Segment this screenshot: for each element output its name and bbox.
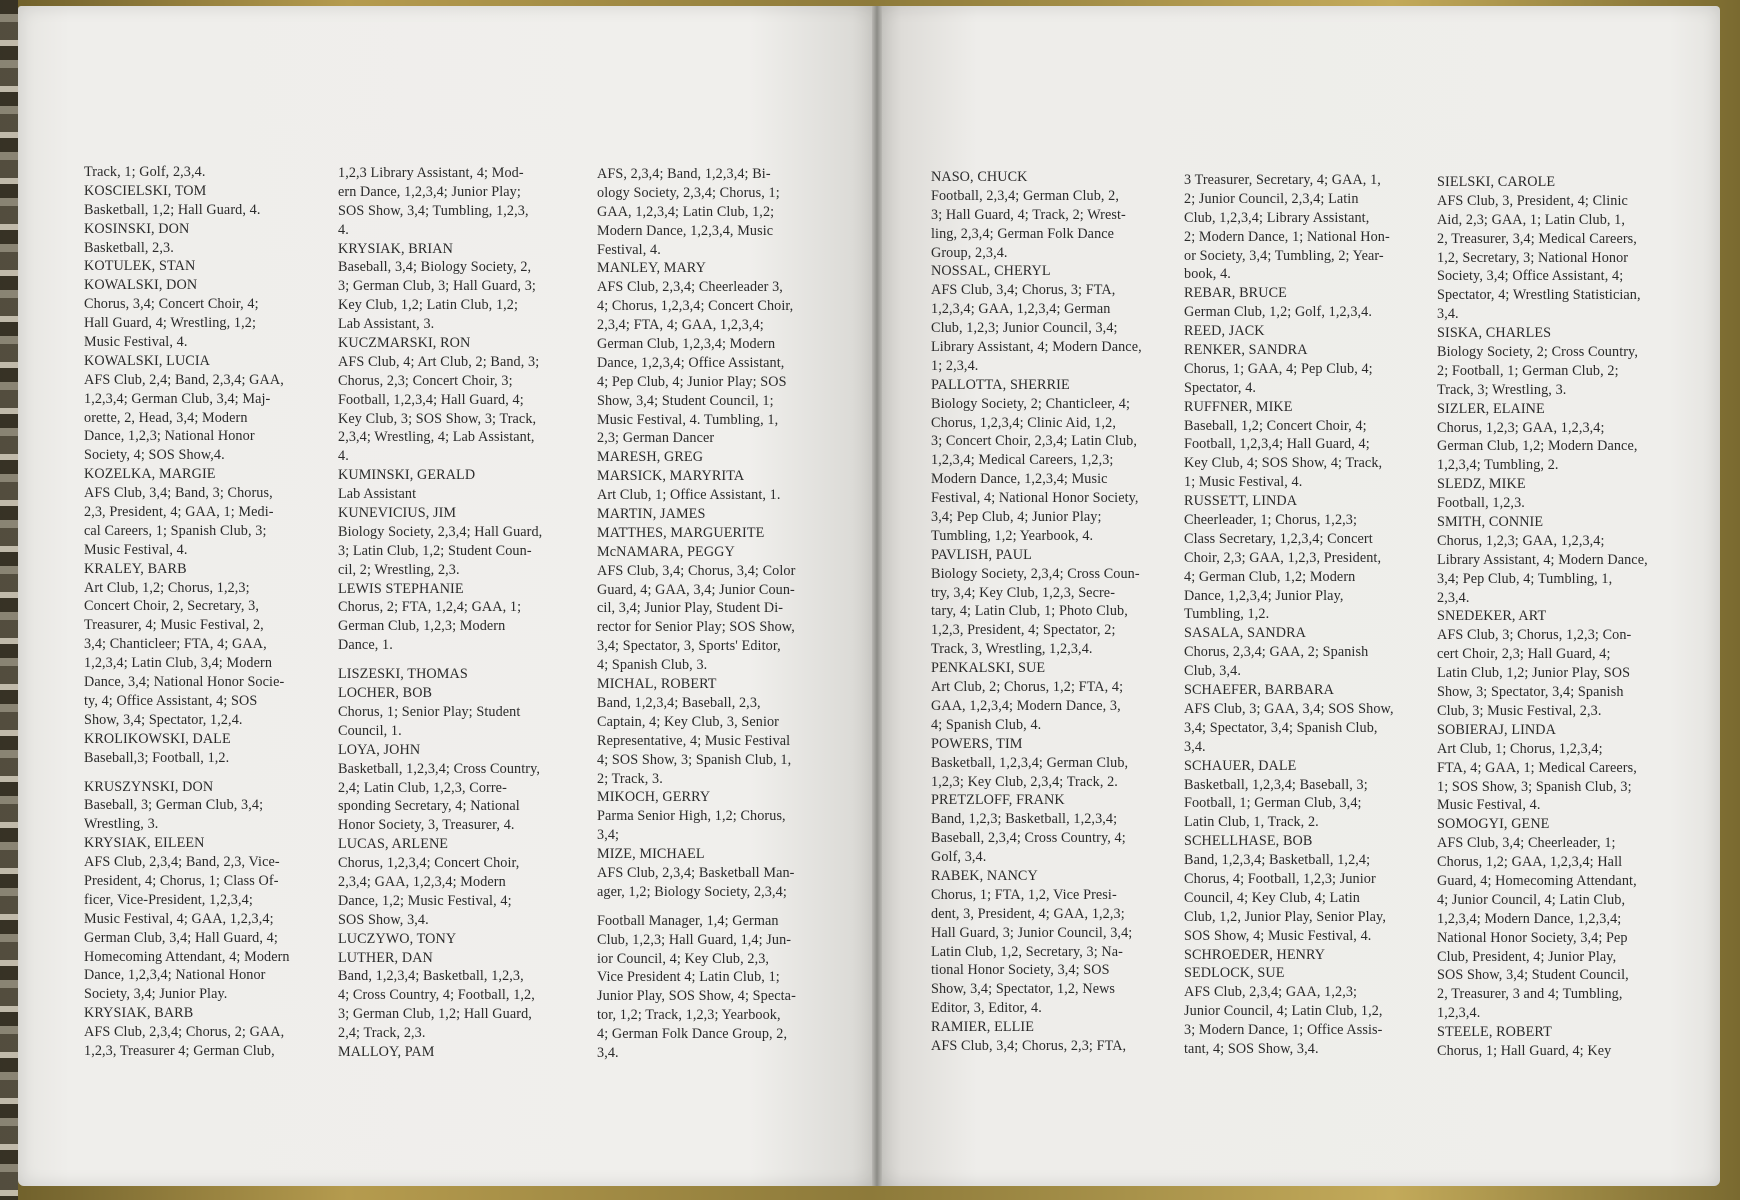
activity-line: Dance, 1,2,3,4; National Honor [84, 967, 266, 984]
paragraph-gap [84, 768, 290, 778]
activity-line: Chorus, 1; Hall Guard, 4; Key [1437, 1042, 1612, 1059]
student-name: KOZELKA, MARGIE [84, 466, 216, 483]
activity-line: AFS Club, 2,3,4; GAA, 1,2,3; [1184, 984, 1358, 1001]
paragraph-gap [597, 902, 796, 912]
activity-line: German Club, 1,2,3; Modern [338, 618, 506, 635]
activity-line: Club, 1,2, Junior Play, Senior Play, [1184, 908, 1386, 925]
student-name: SISKA, CHARLES [1437, 325, 1552, 342]
activity-line: Music Festival, 4. [84, 541, 188, 558]
activity-line: sponding Secretary, 4; National [338, 798, 520, 815]
activity-line: Art Club, 1,2; Chorus, 1,2,3; [84, 579, 250, 596]
activity-line: Club, 1,2,3; Hall Guard, 1,4; Jun- [597, 931, 792, 948]
activity-line: Key Club, 1,2; Latin Club, 1,2; [338, 297, 519, 314]
student-name: RENKER, SANDRA [1184, 342, 1308, 359]
student-name: PENKALSKI, SUE [931, 660, 1046, 677]
activity-line: Aid, 2,3; GAA, 1; Latin Club, 1, [1437, 211, 1626, 228]
activity-line: 4; Pep Club, 4; Junior Play; SOS [597, 373, 787, 390]
activity-line: Track, 3; Wrestling, 3. [1437, 381, 1567, 398]
activity-line: rector for Senior Play; SOS Show, [597, 619, 795, 636]
student-name: MANLEY, MARY [597, 260, 706, 277]
activity-line: 2,4; Latin Club, 1,2,3, Corre- [338, 779, 507, 796]
activity-line: Chorus, 2,3,4; GAA, 2; Spanish [1184, 644, 1369, 661]
student-name: SEDLOCK, SUE [1184, 965, 1285, 982]
activity-line: Club, President, 4; Junior Play, [1437, 948, 1617, 965]
activity-line: Homecoming Attendant, 4; Modern [84, 948, 290, 965]
activity-line: Basketball, 2,3. [84, 239, 174, 256]
activity-line: Club, 3,4. [1184, 663, 1241, 680]
activity-line: 2,3,4; Wrestling, 4; Lab Assistant, [338, 429, 535, 446]
activity-line: 1,2, Secretary, 3; National Honor [1437, 249, 1629, 266]
book-gutter [872, 6, 882, 1186]
text-column-3 [597, 165, 796, 1063]
activity-line: Hall Guard, 3; Junior Council, 3,4; [931, 924, 1133, 941]
activity-line: AFS, 2,3,4; Band, 1,2,3,4; Bi- [597, 166, 771, 182]
activity-line: Basketball, 1,2,3,4; Cross Country, [338, 760, 540, 777]
activity-line: Club, 1,2,3,4; Library Assistant, [1184, 209, 1370, 226]
activity-line: Hall Guard, 4; Wrestling, 1,2; [84, 315, 256, 332]
text-column-1 [84, 163, 290, 1061]
student-name: LUCZYWO, TONY [338, 930, 457, 947]
activity-line: 3; German Club, 3; Hall Guard, 3; [338, 278, 536, 295]
activity-line: Representative, 4; Music Festival [597, 732, 791, 749]
activity-line: FTA, 4; GAA, 1; Medical Careers, [1437, 759, 1637, 776]
student-name: MARSICK, MARYRITA [597, 468, 745, 485]
activity-line: 2; Modern Dance, 1; National Hon- [1184, 228, 1390, 245]
activity-line: Show, 3,4; Spectator, 1,2,4. [84, 711, 243, 728]
activity-line: Chorus, 1; FTA, 1,2, Vice Presi- [931, 886, 1117, 903]
activity-line: Guard, 4; Homecoming Attendant, [1437, 872, 1637, 889]
activity-line: Dance, 1,2,3,4; Junior Play, [1184, 587, 1344, 604]
activity-line: 1,2,3, President, 4; Spectator, 2; [931, 622, 1116, 639]
activity-line: Basketball, 1,2,3,4; Baseball, 3; [1184, 776, 1368, 793]
activity-line: Cheerleader, 1; Chorus, 1,2,3; [1184, 512, 1358, 529]
activity-line: Guard, 4; GAA, 3,4; Junior Coun- [597, 581, 795, 598]
activity-line: AFS Club, 2,3,4; Basketball Man- [597, 864, 795, 881]
activity-line: AFS Club, 2,3,4; Chorus, 2; GAA, [84, 1024, 285, 1041]
student-name: KOWALSKI, DON [84, 277, 198, 294]
activity-line: Show, 3,4; Spectator, 1,2, News [931, 981, 1116, 998]
activity-line: Treasurer, 4; Music Festival, 2, [84, 617, 264, 634]
activity-line: Band, 1,2,3; Basketball, 1,2,3,4; [931, 811, 1118, 828]
activity-line: AFS Club, 4; Art Club, 2; Band, 3; [338, 353, 540, 370]
activity-line: 3,4. [1184, 738, 1206, 755]
activity-line: orette, 2, Head, 3,4; Modern [84, 409, 248, 426]
activity-line: 4; German Club, 1,2; Modern [1184, 568, 1356, 585]
text-column-5 [1184, 171, 1394, 1059]
activity-line: 3,4; Pep Club, 4; Junior Play; [931, 509, 1102, 526]
activity-line: Show, 3,4; Student Council, 1; [597, 392, 774, 409]
activity-line: Biology Society, 2; Chanticleer, 4; [931, 395, 1131, 412]
student-name: KOSCIELSKI, TOM [84, 182, 207, 199]
activity-line: ling, 2,3,4; German Folk Dance [931, 225, 1115, 242]
activity-line: Art Club, 1; Office Assistant, 1. [597, 487, 781, 504]
activity-line: Key Club, 3; SOS Show, 3; Track, [338, 410, 537, 427]
student-name: PAVLISH, PAUL [931, 546, 1032, 563]
paragraph-gap [338, 655, 542, 665]
student-name: KUNEVICIUS, JIM [338, 505, 457, 522]
student-name: REED, JACK [1184, 323, 1265, 340]
activity-line: 3,4; Pep Club, 4; Tumbling, 1, [1437, 570, 1613, 587]
activity-line: Festival, 4. [597, 241, 661, 258]
activity-line: AFS Club, 3,4; Cheerleader, 1; [1437, 835, 1616, 852]
activity-line: 1,2,3,4. [1437, 1005, 1481, 1022]
activity-line: Latin Club, 1, Track, 2. [1184, 814, 1319, 831]
activity-line: Captain, 4; Key Club, 3, Senior [597, 713, 780, 730]
activity-line: book, 4. [1184, 266, 1231, 283]
activity-line: AFS Club, 2,3,4; Cheerleader 3, [597, 279, 783, 296]
activity-line: Music Festival, 4; GAA, 1,2,3,4; [84, 910, 274, 927]
activity-line: Chorus, 1,2,3; GAA, 1,2,3,4; [1437, 532, 1605, 549]
activity-line: 2,3, President, 4; GAA, 1; Medi- [84, 504, 274, 521]
activity-line: 4. [338, 221, 349, 238]
activity-line: 3,4; Chanticleer; FTA, 4; GAA, [84, 636, 267, 653]
student-name: MARTIN, JAMES [597, 506, 706, 523]
student-name: POWERS, TIM [931, 735, 1023, 752]
student-name: STEELE, ROBERT [1437, 1024, 1552, 1041]
activity-line: 1,2,3,4; Medical Careers, 1,2,3; [931, 452, 1114, 469]
activity-line: Wrestling, 3. [84, 816, 159, 833]
activity-line: Art Club, 2; Chorus, 1,2; FTA, 4; [931, 679, 1124, 696]
activity-line: 2, Treasurer, 3 and 4; Tumbling, [1437, 986, 1623, 1003]
activity-line: 4; Chorus, 1,2,3,4; Concert Choir, [597, 298, 794, 315]
activity-line: Choir, 2,3; GAA, 1,2,3, President, [1184, 549, 1382, 566]
activity-line: Biology Society, 2,3,4; Hall Guard, [338, 523, 543, 540]
activity-line: Chorus, 1,2,3,4; Clinic Aid, 1,2, [931, 414, 1116, 431]
activity-line: Football, 1,2,3,4; Hall Guard, 4; [1184, 436, 1370, 453]
activity-line: 2; Track, 3. [597, 770, 663, 787]
student-name: REBAR, BRUCE [1184, 285, 1287, 302]
activity-line: Society, 4; SOS Show,4. [84, 447, 225, 464]
activity-line: Basketball, 1,2; Hall Guard, 4. [84, 201, 261, 218]
activity-line: ology Society, 2,3,4; Chorus, 1; [597, 184, 780, 201]
text-column-6 [1437, 173, 1648, 1061]
activity-line: Football, 1,2,3. [1437, 495, 1525, 512]
activity-line: Spectator, 4. [1184, 379, 1257, 396]
activity-line: 3,4; [597, 827, 620, 844]
activity-line: Chorus, 3,4; Concert Choir, 4; [84, 296, 259, 313]
student-name: SLEDZ, MIKE [1437, 476, 1526, 493]
activity-line: Vice President 4; Latin Club, 1; [597, 969, 780, 986]
activity-line: AFS Club, 3; Chorus, 1,2,3; Con- [1437, 627, 1632, 644]
student-name: KRYSIAK, EILEEN [84, 835, 205, 852]
student-name: NOSSAL, CHERYL [931, 263, 1051, 280]
activity-line: 1,2,3,4; Modern Dance, 1,2,3,4; [1437, 910, 1622, 927]
activity-line: 2,4; Track, 2,3. [338, 1025, 426, 1042]
activity-line: SOS Show, 3,4; Tumbling, 1,2,3, [338, 202, 529, 219]
activity-line: or Society, 3,4; Tumbling, 2; Year- [1184, 247, 1384, 264]
student-name: LOCHER, BOB [338, 685, 433, 702]
activity-line: 2; Football, 1; German Club, 2; [1437, 362, 1619, 379]
activity-line: Baseball, 3,4; Biology Society, 2, [338, 259, 532, 276]
activity-line: Latin Club, 1,2, Secretary, 3; Na- [931, 943, 1123, 960]
activity-line: Society, 3,4; Junior Play. [84, 986, 228, 1003]
student-name: SNEDEKER, ART [1437, 608, 1547, 625]
activity-line: Baseball, 2,3,4; Cross Country, 4; [931, 830, 1126, 847]
activity-line: cal Careers, 1; Spanish Club, 3; [84, 522, 267, 539]
activity-line: 4; Cross Country, 4; Football, 1,2, [338, 987, 535, 1004]
activity-line: Club, 1,2,3; Junior Council, 3,4; [931, 320, 1118, 337]
activity-line: 3,4. [597, 1044, 619, 1061]
activity-line: Show, 3; Spectator, 3,4; Spanish [1437, 684, 1624, 701]
activity-line: Biology Society, 2,3,4; Cross Coun- [931, 565, 1140, 582]
student-name: KUCZMARSKI, RON [338, 335, 471, 352]
student-name: KOWALSKI, LUCIA [84, 352, 211, 369]
activity-line: Festival, 4; National Honor Society, [931, 490, 1139, 507]
activity-line: Library Assistant, 4; Modern Dance, [1437, 551, 1648, 568]
activity-line: Golf, 3,4. [931, 849, 987, 866]
student-name: McNAMARA, PEGGY [597, 543, 735, 560]
activity-line: Spectator, 4; Wrestling Statistician, [1437, 287, 1641, 304]
student-name: MIZE, MICHAEL [597, 846, 705, 863]
activity-line: tional Honor Society, 3,4; SOS [931, 962, 1110, 979]
activity-line: German Club, 3,4; Hall Guard, 4; [84, 929, 278, 946]
activity-line: Tumbling, 1,2. [1184, 606, 1270, 623]
activity-line: Honor Society, 3, Treasurer, 4. [338, 817, 515, 834]
student-name: SOBIERAJ, LINDA [1437, 721, 1556, 738]
student-name: MALLOY, PAM [338, 1043, 435, 1060]
activity-line: Council, 4; Key Club, 4; Latin [1184, 889, 1360, 906]
student-name: RUSSETT, LINDA [1184, 493, 1298, 510]
activity-line: AFS Club, 3; GAA, 3,4; SOS Show, [1184, 700, 1394, 717]
activity-line: ficer, Vice-President, 1,2,3,4; [84, 891, 253, 908]
activity-line: Baseball, 3; German Club, 3,4; [84, 797, 264, 814]
activity-line: 4. [338, 448, 349, 465]
student-name: SCHAEFER, BARBARA [1184, 682, 1334, 699]
student-name: SCHROEDER, HENRY [1184, 946, 1326, 963]
activity-line: tant, 4; SOS Show, 3,4. [1184, 1040, 1319, 1057]
student-name: KRALEY, BARB [84, 560, 187, 577]
activity-line: AFS Club, 3, President, 4; Clinic [1437, 192, 1628, 209]
activity-line: GAA, 1,2,3,4; Modern Dance, 3, [931, 697, 1121, 714]
student-name: SMITH, CONNIE [1437, 514, 1544, 531]
activity-line: 4; SOS Show, 3; Spanish Club, 1, [597, 751, 792, 768]
activity-line: AFS Club, 3,4; Chorus, 2,3; FTA, [931, 1037, 1127, 1054]
activity-line: Track, 1; Golf, 2,3,4. [84, 164, 206, 180]
activity-line: German Club, 1,2,3,4; Modern [597, 336, 776, 353]
activity-line: GAA, 1,2,3,4; Latin Club, 1,2; [597, 203, 775, 220]
student-name: SOMOGYI, GENE [1437, 816, 1550, 833]
activity-line: dent, 3, President, 4; GAA, 1,2,3; [931, 905, 1125, 922]
student-name: RAMIER, ELLIE [931, 1019, 1034, 1036]
activity-line: 3; Hall Guard, 4; Track, 2; Wrest- [931, 206, 1126, 223]
activity-line: AFS Club, 2,4; Band, 2,3,4; GAA, [84, 371, 284, 388]
activity-line: 3; Concert Choir, 2,3,4; Latin Club, [931, 433, 1137, 450]
activity-line: 1,2,3,4; German Club, 3,4; Maj- [84, 390, 271, 407]
activity-line: German Club, 1,2; Golf, 1,2,3,4. [1184, 304, 1373, 321]
activity-line: 2, Treasurer, 3,4; Medical Careers, [1437, 230, 1637, 247]
activity-line: AFS Club, 3,4; Chorus, 3,4; Color [597, 562, 796, 579]
activity-line: Class Secretary, 1,2,3,4; Concert [1184, 530, 1373, 547]
activity-line: National Honor Society, 3,4; Pep [1437, 929, 1628, 946]
activity-line: Key Club, 4; SOS Show, 4; Track, [1184, 455, 1383, 472]
activity-line: Modern Dance, 1,2,3,4, Music [597, 222, 774, 239]
student-name: MARESH, GREG [597, 449, 704, 466]
page-edge-strip [0, 0, 18, 1200]
activity-line: AFS Club, 3,4; Chorus, 3; FTA, [931, 282, 1116, 299]
activity-line: AFS Club, 2,3,4; Band, 2,3, Vice- [84, 854, 280, 871]
student-name: KUMINSKI, GERALD [338, 467, 476, 484]
student-name: KRUSZYNSKI, DON [84, 778, 214, 795]
activity-line: Club, 3; Music Festival, 2,3. [1437, 702, 1602, 719]
activity-line: 2,3; German Dancer [597, 430, 715, 447]
activity-line: Parma Senior High, 1,2; Chorus, [597, 808, 786, 825]
activity-line: Junior Council, 4; Latin Club, 1,2, [1184, 1003, 1383, 1020]
activity-line: Football Manager, 1,4; German [597, 912, 779, 929]
student-name: SCHAUER, DALE [1184, 757, 1297, 774]
activity-line: SOS Show, 3,4. [338, 911, 429, 928]
activity-line: Band, 1,2,3,4; Basketball, 1,2,4; [1184, 852, 1371, 869]
activity-line: Baseball,3; Football, 1,2. [84, 749, 230, 766]
activity-line: cil, 2; Wrestling, 2,3. [338, 561, 460, 578]
activity-line: German Club, 1,2; Modern Dance, [1437, 438, 1638, 455]
activity-line: Lab Assistant, 3. [338, 316, 435, 333]
activity-line: Band, 1,2,3,4; Baseball, 2,3, [597, 694, 761, 711]
activity-line: 4; German Folk Dance Group, 2, [597, 1026, 788, 1043]
activity-line: Society, 3,4; Office Assistant, 4; [1437, 268, 1624, 285]
activity-line: Chorus, 1,2; GAA, 1,2,3,4; Hall [1437, 854, 1623, 871]
student-name: LUCAS, ARLENE [338, 836, 449, 853]
activity-line: 1,2,3 Library Assistant, 4; Mod- [338, 165, 524, 181]
activity-line: Tumbling, 1,2; Yearbook, 4. [931, 527, 1094, 544]
student-name: KOTULEK, STAN [84, 258, 196, 275]
activity-line: Music Festival, 4. [84, 334, 188, 351]
activity-line: Dance, 1,2; Music Festival, 4; [338, 892, 512, 909]
activity-line: Track, 3, Wrestling, 1,2,3,4. [931, 641, 1093, 658]
student-name: LOYA, JOHN [338, 741, 421, 758]
activity-line: ior Council, 4; Key Club, 2,3, [597, 950, 770, 967]
activity-line: 2,3,4; FTA, 4; GAA, 1,2,3,4; [597, 317, 764, 334]
activity-line: Chorus, 4; Football, 1,2,3; Junior [1184, 870, 1376, 887]
activity-line: tary, 4; Latin Club, 1; Photo Club, [931, 603, 1128, 620]
activity-line: Dance, 1,2,3; National Honor [84, 428, 255, 445]
activity-line: Basketball, 1,2,3,4; German Club, [931, 754, 1129, 771]
activity-line: 3; German Club, 1,2; Hall Guard, [338, 1006, 532, 1023]
student-name: PRETZLOFF, FRANK [931, 792, 1065, 809]
activity-line: 4; Spanish Club, 4. [931, 716, 1042, 733]
student-name: LISZESKI, THOMAS [338, 666, 468, 683]
activity-line: 1,2,3,4; Latin Club, 3,4; Modern [84, 655, 273, 672]
activity-line: 1; SOS Show, 3; Spanish Club, 3; [1437, 778, 1632, 795]
student-name: SASALA, SANDRA [1184, 625, 1307, 642]
activity-line: 2; Junior Council, 2,3,4; Latin [1184, 190, 1359, 207]
activity-line: 2,3,4. [1437, 589, 1470, 606]
student-name: NASO, CHUCK [931, 169, 1028, 185]
student-name: KOSINSKI, DON [84, 220, 190, 237]
activity-line: Library Assistant, 4; Modern Dance, [931, 339, 1142, 356]
student-name: KRYSIAK, BARB [84, 1005, 194, 1022]
student-name: LUTHER, DAN [338, 949, 433, 966]
student-name: SCHELLHASE, BOB [1184, 833, 1313, 850]
activity-line: Football, 1,2,3,4; Hall Guard, 4; [338, 391, 524, 408]
student-name: SIZLER, ELAINE [1437, 400, 1545, 417]
activity-line: 2,3,4; GAA, 1,2,3,4; Modern [338, 873, 506, 890]
text-column-4 [931, 168, 1142, 1056]
activity-line: Dance, 1. [338, 637, 393, 654]
activity-line: LEWIS STEPHANIE [338, 580, 464, 597]
activity-line: ty, 4; Office Assistant, 4; SOS [84, 692, 258, 709]
activity-line: Chorus, 1,2,3,4; Concert Choir, [338, 855, 520, 872]
activity-line: SOS Show, 4; Music Festival, 4. [1184, 927, 1372, 944]
activity-line: Music Festival, 4. Tumbling, 1, [597, 411, 779, 428]
activity-line: 3,4; Spectator, 3,4; Spanish Club, [1184, 719, 1378, 736]
activity-line: Football, 2,3,4; German Club, 2, [931, 187, 1120, 204]
activity-line: try, 3,4; Key Club, 1,2,3, Secre- [931, 584, 1116, 601]
student-name: MICHAL, ROBERT [597, 676, 717, 693]
activity-line: ager, 1,2; Biology Society, 2,3,4; [597, 883, 787, 900]
activity-line: Chorus, 2,3; Concert Choir, 3; [338, 372, 513, 389]
activity-line: Biology Society, 2; Cross Country, [1437, 344, 1638, 361]
activity-line: 1,2,3,4; Tumbling, 2. [1437, 457, 1559, 474]
activity-line: Chorus, 1,2,3; GAA, 1,2,3,4; [1437, 419, 1605, 436]
activity-line: 4; Spanish Club, 3. [597, 657, 708, 674]
activity-line: Dance, 3,4; National Honor Socie- [84, 674, 285, 691]
activity-line: Music Festival, 4. [1437, 797, 1541, 814]
activity-line: AFS Club, 3,4; Band, 3; Chorus, [84, 485, 273, 502]
activity-line: Baseball, 1,2; Concert Choir, 4; [1184, 417, 1367, 434]
activity-line: Art Club, 1; Chorus, 1,2,3,4; [1437, 740, 1603, 757]
activity-line: Lab Assistant [338, 486, 417, 503]
student-name: RABEK, NANCY [931, 867, 1038, 884]
activity-line: Chorus, 1; Senior Play; Student [338, 703, 521, 720]
activity-line: 1; 2,3,4. [931, 357, 979, 374]
student-name: KRYSIAK, BRIAN [338, 240, 453, 257]
activity-line: Latin Club, 1,2; Junior Play, SOS [1437, 665, 1631, 682]
activity-line: 1,2,3, Treasurer 4; German Club, [84, 1042, 275, 1059]
activity-line: 3,4. [1437, 306, 1459, 323]
activity-line: 1,2,3,4; GAA, 1,2,3,4; German [931, 301, 1111, 318]
activity-line: Football, 1; German Club, 3,4; [1184, 795, 1362, 812]
activity-line: cil, 3,4; Junior Play, Student Di- [597, 600, 784, 617]
student-name: KROLIKOWSKI, DALE [84, 730, 231, 747]
activity-line: 3,4; Spectator, 3, Sports' Editor, [597, 638, 781, 655]
activity-line: tor, 1,2; Track, 1,2,3; Yearbook, [597, 1007, 781, 1024]
student-name: PALLOTTA, SHERRIE [931, 376, 1070, 393]
activity-line: 3; Modern Dance, 1; Office Assis- [1184, 1022, 1383, 1039]
activity-line: Council, 1. [338, 722, 402, 739]
activity-line: Chorus, 2; FTA, 1,2,4; GAA, 1; [338, 599, 522, 616]
student-name: SIELSKI, CAROLE [1437, 174, 1556, 190]
activity-line: Chorus, 1; GAA, 4; Pep Club, 4; [1184, 360, 1373, 377]
activity-line: President, 4; Chorus, 1; Class Of- [84, 872, 279, 889]
activity-line: Editor, 3, Editor, 4. [931, 1000, 1042, 1017]
activity-line: 4; Junior Council, 4; Latin Club, [1437, 891, 1626, 908]
activity-line: 1,2,3; Key Club, 2,3,4; Track, 2. [931, 773, 1118, 790]
activity-line: 3 Treasurer, Secretary, 4; GAA, 1, [1184, 172, 1381, 188]
activity-line: Group, 2,3,4. [931, 244, 1008, 261]
activity-line: cert Choir, 2,3; Hall Guard, 4; [1437, 646, 1611, 663]
activity-line: ern Dance, 1,2,3,4; Junior Play; [338, 183, 521, 200]
activity-line: Modern Dance, 1,2,3,4; Music [931, 471, 1108, 488]
activity-line: Junior Play, SOS Show, 4; Specta- [597, 988, 796, 1005]
activity-line: Dance, 1,2,3,4; Office Assistant, [597, 354, 785, 371]
activity-line: SOS Show, 3,4; Student Council, [1437, 967, 1629, 984]
student-name: RUFFNER, MIKE [1184, 398, 1293, 415]
student-name: MIKOCH, GERRY [597, 789, 711, 806]
activity-line: 1; Music Festival, 4. [1184, 474, 1303, 491]
text-column-2 [338, 164, 542, 1062]
activity-line: Band, 1,2,3,4; Basketball, 1,2,3, [338, 968, 524, 985]
student-name: MATTHES, MARGUERITE [597, 524, 765, 541]
activity-line: Concert Choir, 2, Secretary, 3, [84, 598, 259, 615]
activity-line: 3; Latin Club, 1,2; Student Coun- [338, 542, 532, 559]
